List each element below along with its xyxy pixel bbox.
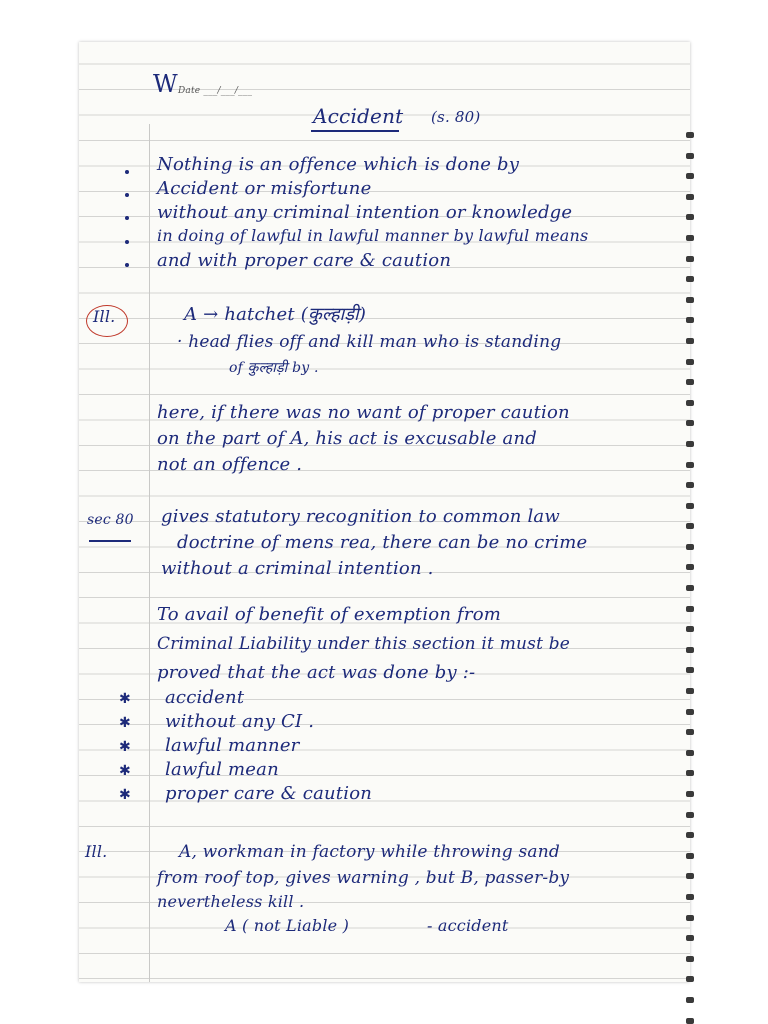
definition-line: Accident or misfortune — [157, 178, 372, 199]
illustration2-reason: - accident — [427, 916, 509, 935]
explanation-line: not an offence . — [157, 454, 303, 475]
bullet — [125, 216, 129, 220]
explanation-line: here, if there was no want of proper caution — [157, 402, 570, 423]
title-underline — [311, 130, 399, 132]
requirement-item: lawful mean — [165, 759, 279, 780]
illustration-line: A → hatchet (कुल्हाड़ी) — [184, 304, 367, 325]
bullet — [125, 170, 129, 174]
list-star: ✱ — [119, 787, 131, 803]
explanation-line: on the part of A, his act is excusable and — [157, 428, 537, 449]
requirement-item: proper care & caution — [165, 783, 373, 804]
definition-line: Nothing is an offence which is done by — [157, 154, 520, 175]
bullet — [125, 240, 129, 244]
definition-line: without any criminal intention or knowledge — [157, 202, 573, 223]
sec80-line: doctrine of mens rea, there can be no crime — [177, 532, 588, 553]
illustration-line: · head flies off and kill man who is standing — [177, 332, 562, 352]
exemption-line: To avail of benefit of exemption from — [157, 604, 502, 625]
illustration2-line: from roof top, gives warning , but B, passer-by — [157, 868, 570, 888]
sec80-underline — [89, 540, 131, 542]
sec80-line: gives statutory recognition to common law — [161, 506, 560, 527]
exemption-line: proved that the act was done by :- — [157, 662, 476, 683]
requirement-item: without any CI . — [165, 711, 315, 732]
margin-rule — [149, 124, 150, 982]
list-star: ✱ — [119, 763, 131, 779]
notebook-page — [79, 42, 690, 982]
illustration-label: Ill. — [85, 842, 108, 861]
notebook-logo: W — [153, 70, 178, 98]
requirement-item: lawful manner — [165, 735, 300, 756]
requirement-item: accident — [165, 687, 245, 708]
illustration2-line: A, workman in factory while throwing sand — [179, 842, 560, 862]
page-title: Accident — [313, 104, 404, 128]
illustration-label: Ill. — [93, 307, 116, 326]
definition-line: in doing of lawful in lawful manner by lawful means — [157, 226, 589, 245]
list-star: ✱ — [119, 691, 131, 707]
illustration2-line: nevertheless kill . — [157, 892, 305, 911]
list-star: ✱ — [119, 739, 131, 755]
section-number: (s. 80) — [431, 108, 481, 126]
sec80-label: sec 80 — [87, 512, 134, 528]
bullet — [125, 263, 129, 267]
date-label: Date ___/___/___ — [178, 86, 253, 96]
sec80-line: without a criminal intention . — [161, 558, 434, 579]
exemption-line: Criminal Liability under this section it must be — [157, 634, 571, 654]
list-star: ✱ — [119, 715, 131, 731]
spiral-binding — [686, 132, 696, 1012]
illustration-line: of कुल्हाड़ी by . — [229, 360, 319, 376]
definition-line: and with proper care & caution — [157, 250, 452, 271]
illustration2-conclusion: A ( not Liable ) — [225, 916, 350, 935]
bullet — [125, 193, 129, 197]
